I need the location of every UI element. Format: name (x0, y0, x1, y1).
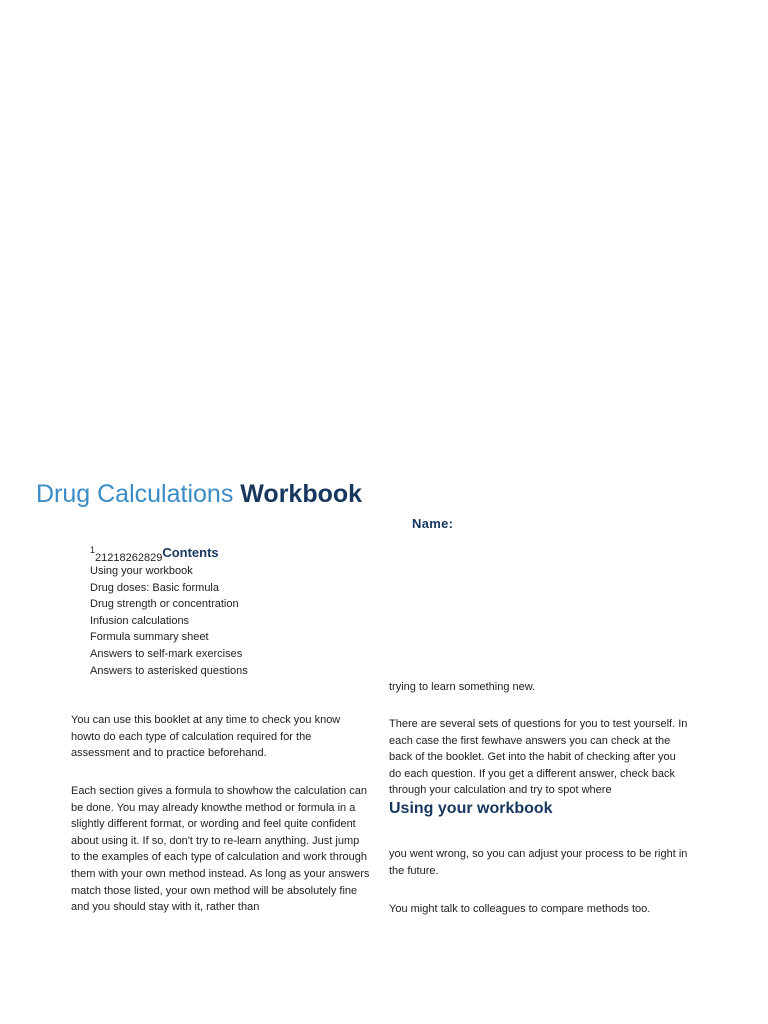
toc-item-drug-strength[interactable]: Drug strength or concentration (90, 598, 239, 611)
title-light-part: Drug Calculations (36, 480, 234, 508)
contents-title: Contents (162, 544, 219, 560)
continuation-paragraph: trying to learn something new. (389, 681, 536, 693)
toc-item-answers-asterisked[interactable]: Answers to asterisked questions (90, 664, 248, 677)
toc-item-formula-summary[interactable]: Formula summary sheet (90, 631, 209, 644)
contents-heading (90, 542, 219, 563)
contents-prefix-numbers: 21218262829 (95, 551, 163, 564)
table-of-contents (90, 563, 248, 679)
toc-item-using-workbook[interactable]: Using your workbook (90, 565, 193, 577)
method-paragraph: Each section gives a formula to showhow the calculation can be done. You may already knowthe method or formula in a slightly different format, or wording and feel quite confident about using it. If so, don't try to re-learn anything. Just jump to the examples of each type of calculation and work through them with your own method instead. As long as your answers match those listed, your own method will be absolutely fine and you should stay with it, rather than (71, 785, 370, 914)
toc-item-answers-self-mark[interactable]: Answers to self-mark exercises (90, 647, 243, 660)
contents-prefix-superscript: 1 (90, 545, 96, 555)
colleagues-paragraph: You might talk to colleagues to compare methods too. (389, 903, 651, 915)
title-bold-part: Workbook (240, 480, 363, 508)
name-label: Name: (412, 516, 454, 531)
section-heading-using-workbook: Using your workbook (389, 800, 553, 817)
adjust-paragraph: you went wrong, so you can adjust your process to be right in the future. (389, 848, 688, 877)
toc-item-drug-doses[interactable]: Drug doses: Basic formula (90, 581, 219, 594)
intro-paragraph: You can use this booklet at any time to check you know howto do each type of calculation required for the assessment and to practice beforehand. (71, 714, 341, 760)
questions-paragraph: There are several sets of questions for you to test yourself. In each case the first fewhave answers you can check at the back of the booklet. Get into the habit of checking after you do each question. If you get a different answer, check back through your calculation and try to spot where (389, 718, 688, 797)
document-title (36, 476, 362, 512)
toc-item-infusion[interactable]: Infusion calculations (90, 614, 190, 627)
